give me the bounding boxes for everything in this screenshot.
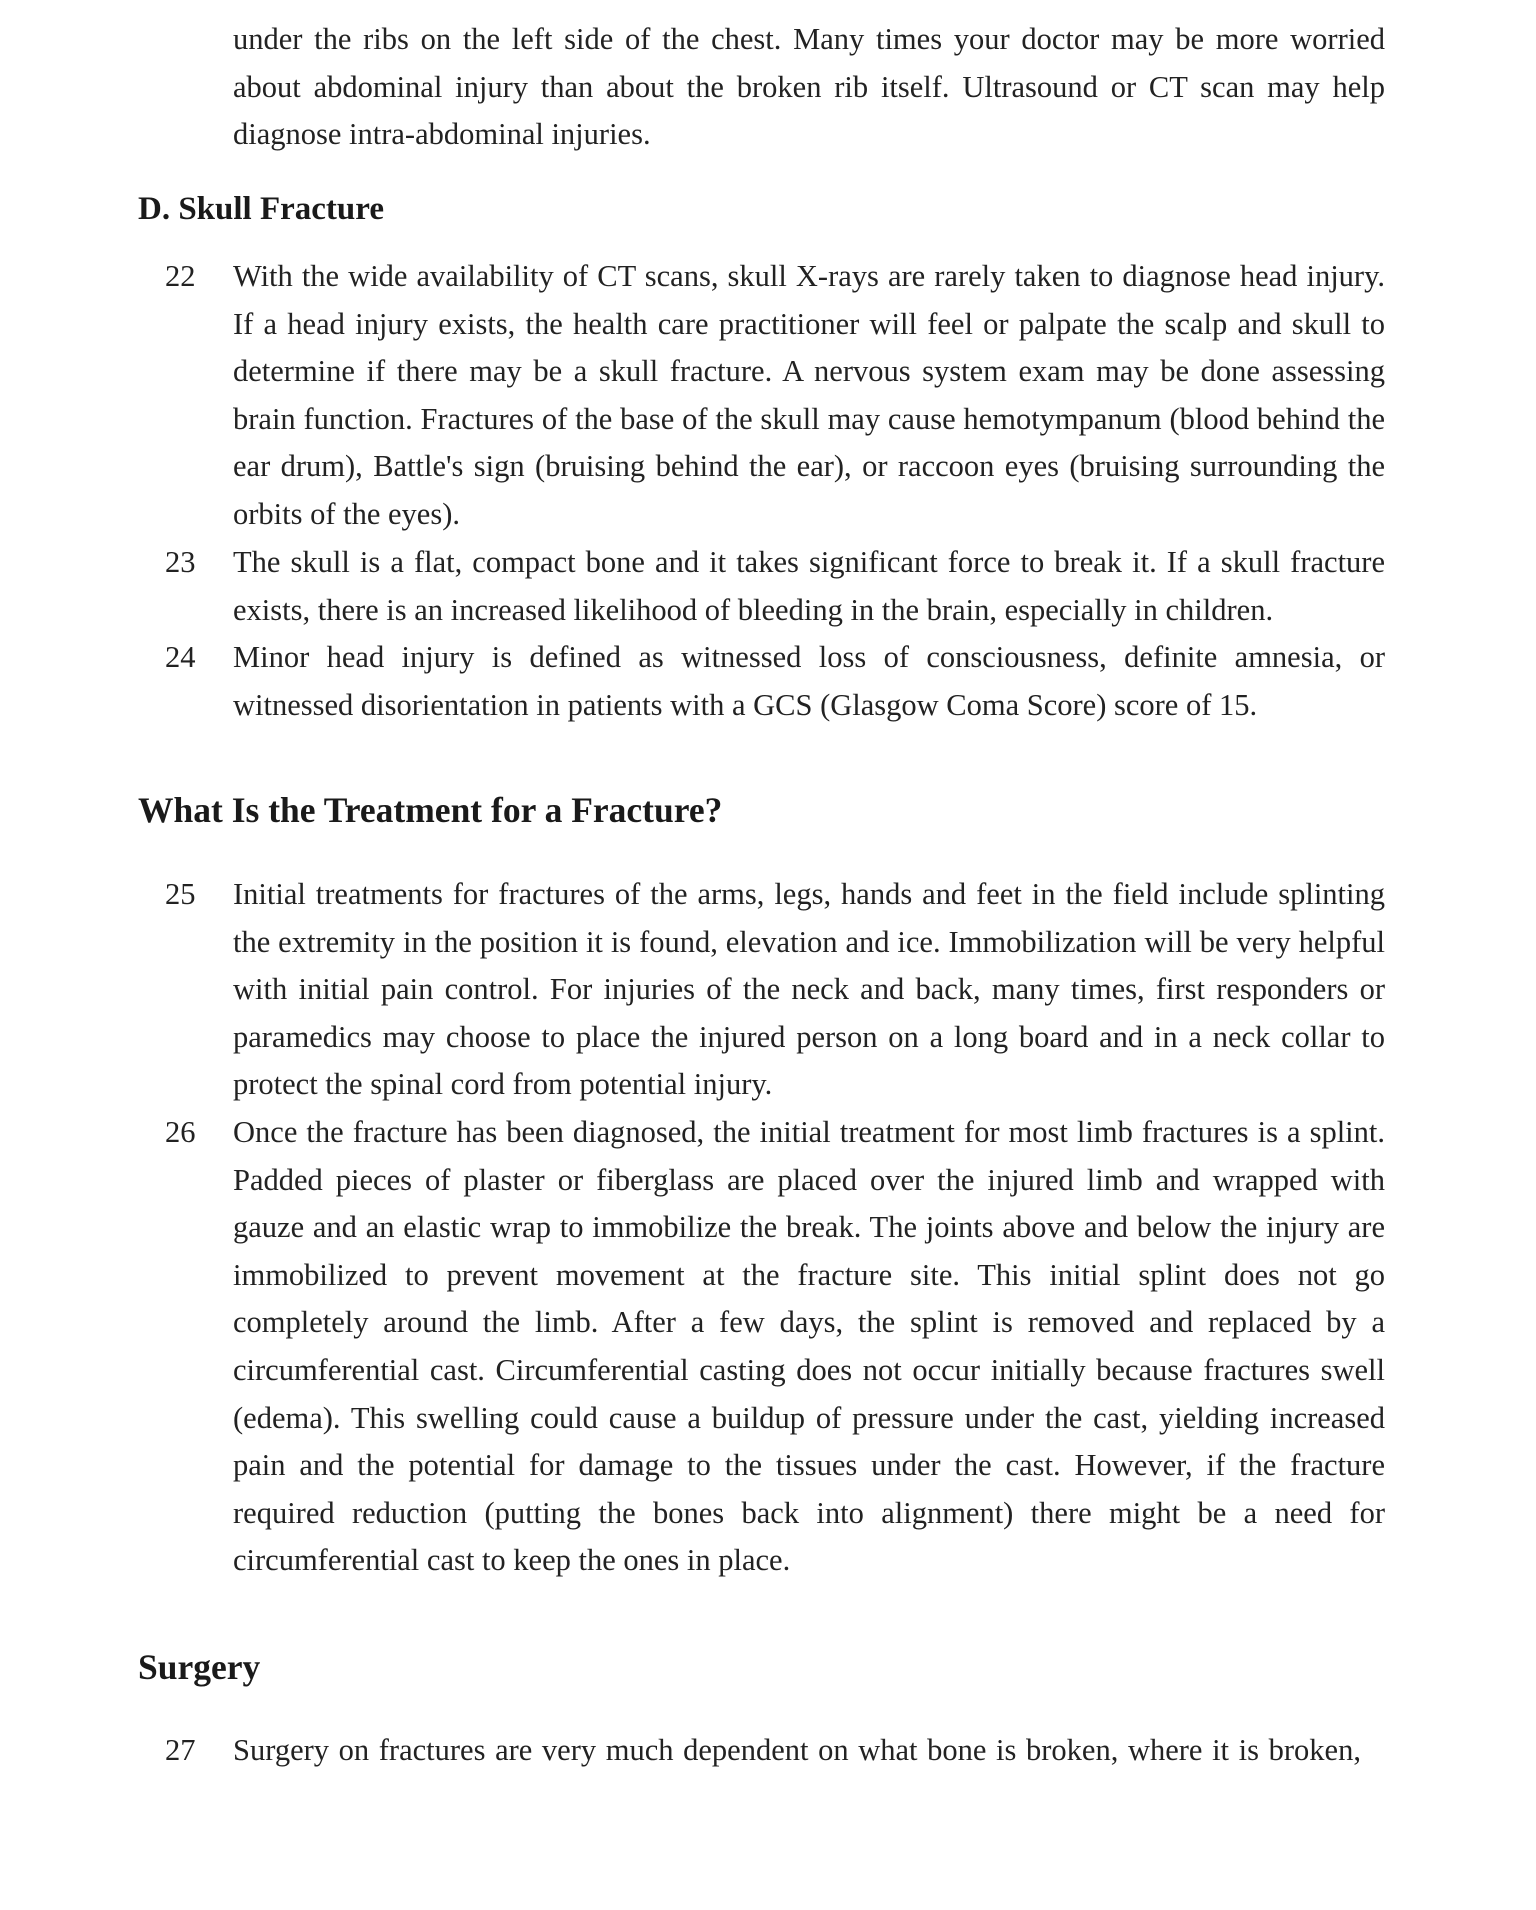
paragraph-number: 22 [165,259,196,293]
paragraph-text: Minor head injury is defined as witnessed loss of consciousness, definite amnesia, or witnessed disorientation in patients with a GCS (Glasgow Coma Score) score of 15. [233,640,1385,722]
paragraph-number: 23 [165,545,196,579]
paragraph-text: The skull is a flat, compact bone and it takes significant force to break it. If a skull fracture exists, there is an increased likelihood of bleeding in the brain, especially in children. [233,545,1385,627]
paragraph-text: Once the fracture has been diagnosed, the initial treatment for most limb fractures is a splint. Padded pieces of plaster or fiberglass are placed over the injured limb and wrapped with gauze and an elastic wrap to immobilize the break. The joints above and below the injury are immobilized to prevent movement at the fracture site. This initial splint does not go completely around the limb. After a few days, the splint is removed and replaced by a circumferential cast. Circumferential casting does not occur initially because fractures swell (edema). This swelling could cause a buildup of pressure under the cast, yielding increased pain and the potential for damage to the tissues under the cast. However, if the fracture required reduction (putting the bones back into alignment) there might be a need for circumferential cast to keep the ones in place. [233,1115,1385,1578]
intro-paragraph: under the ribs on the left side of the chest. Many times your doctor may be more worried about abdominal injury than about the broken rib itself. Ultrasound or CT scan may help diagnose intra-abdominal injuries. [233,22,1385,152]
section-heading-skull-fracture: D. Skull Fracture [138,191,384,227]
paragraph-text: Surgery on fractures are very much dependent on what bone is broken, where it is broken, [233,1733,1361,1767]
section-heading-treatment: What Is the Treatment for a Fracture? [138,790,723,830]
paragraph-text: With the wide availability of CT scans, skull X-rays are rarely taken to diagnose head injury. If a head injury exists, the health care practitioner will feel or palpate the scalp and skull to determine if there may be a skull fracture. A nervous system exam may be done assessing brain function. Fractures of the base of the skull may cause hemotympanum (blood behind the ear drum), Battle's sign (bruising behind the ear), or raccoon eyes (bruising surrounding the orbits of the eyes). [233,259,1385,531]
paragraph-number: 24 [165,640,196,674]
paragraph-number: 27 [165,1733,196,1767]
paragraph-text: Initial treatments for fractures of the arms, legs, hands and feet in the field include splinting the extremity in the position it is found, elevation and ice. Immobilization will be very helpful with initial pain control. For injuries of the neck and back, many times, first responders or paramedics may choose to place the injured person on a long board and in a neck collar to protect the spinal cord from potential injury. [233,877,1385,1102]
paragraph-number: 26 [165,1115,196,1149]
paragraph-number: 25 [165,877,196,911]
section-heading-surgery: Surgery [138,1647,261,1687]
